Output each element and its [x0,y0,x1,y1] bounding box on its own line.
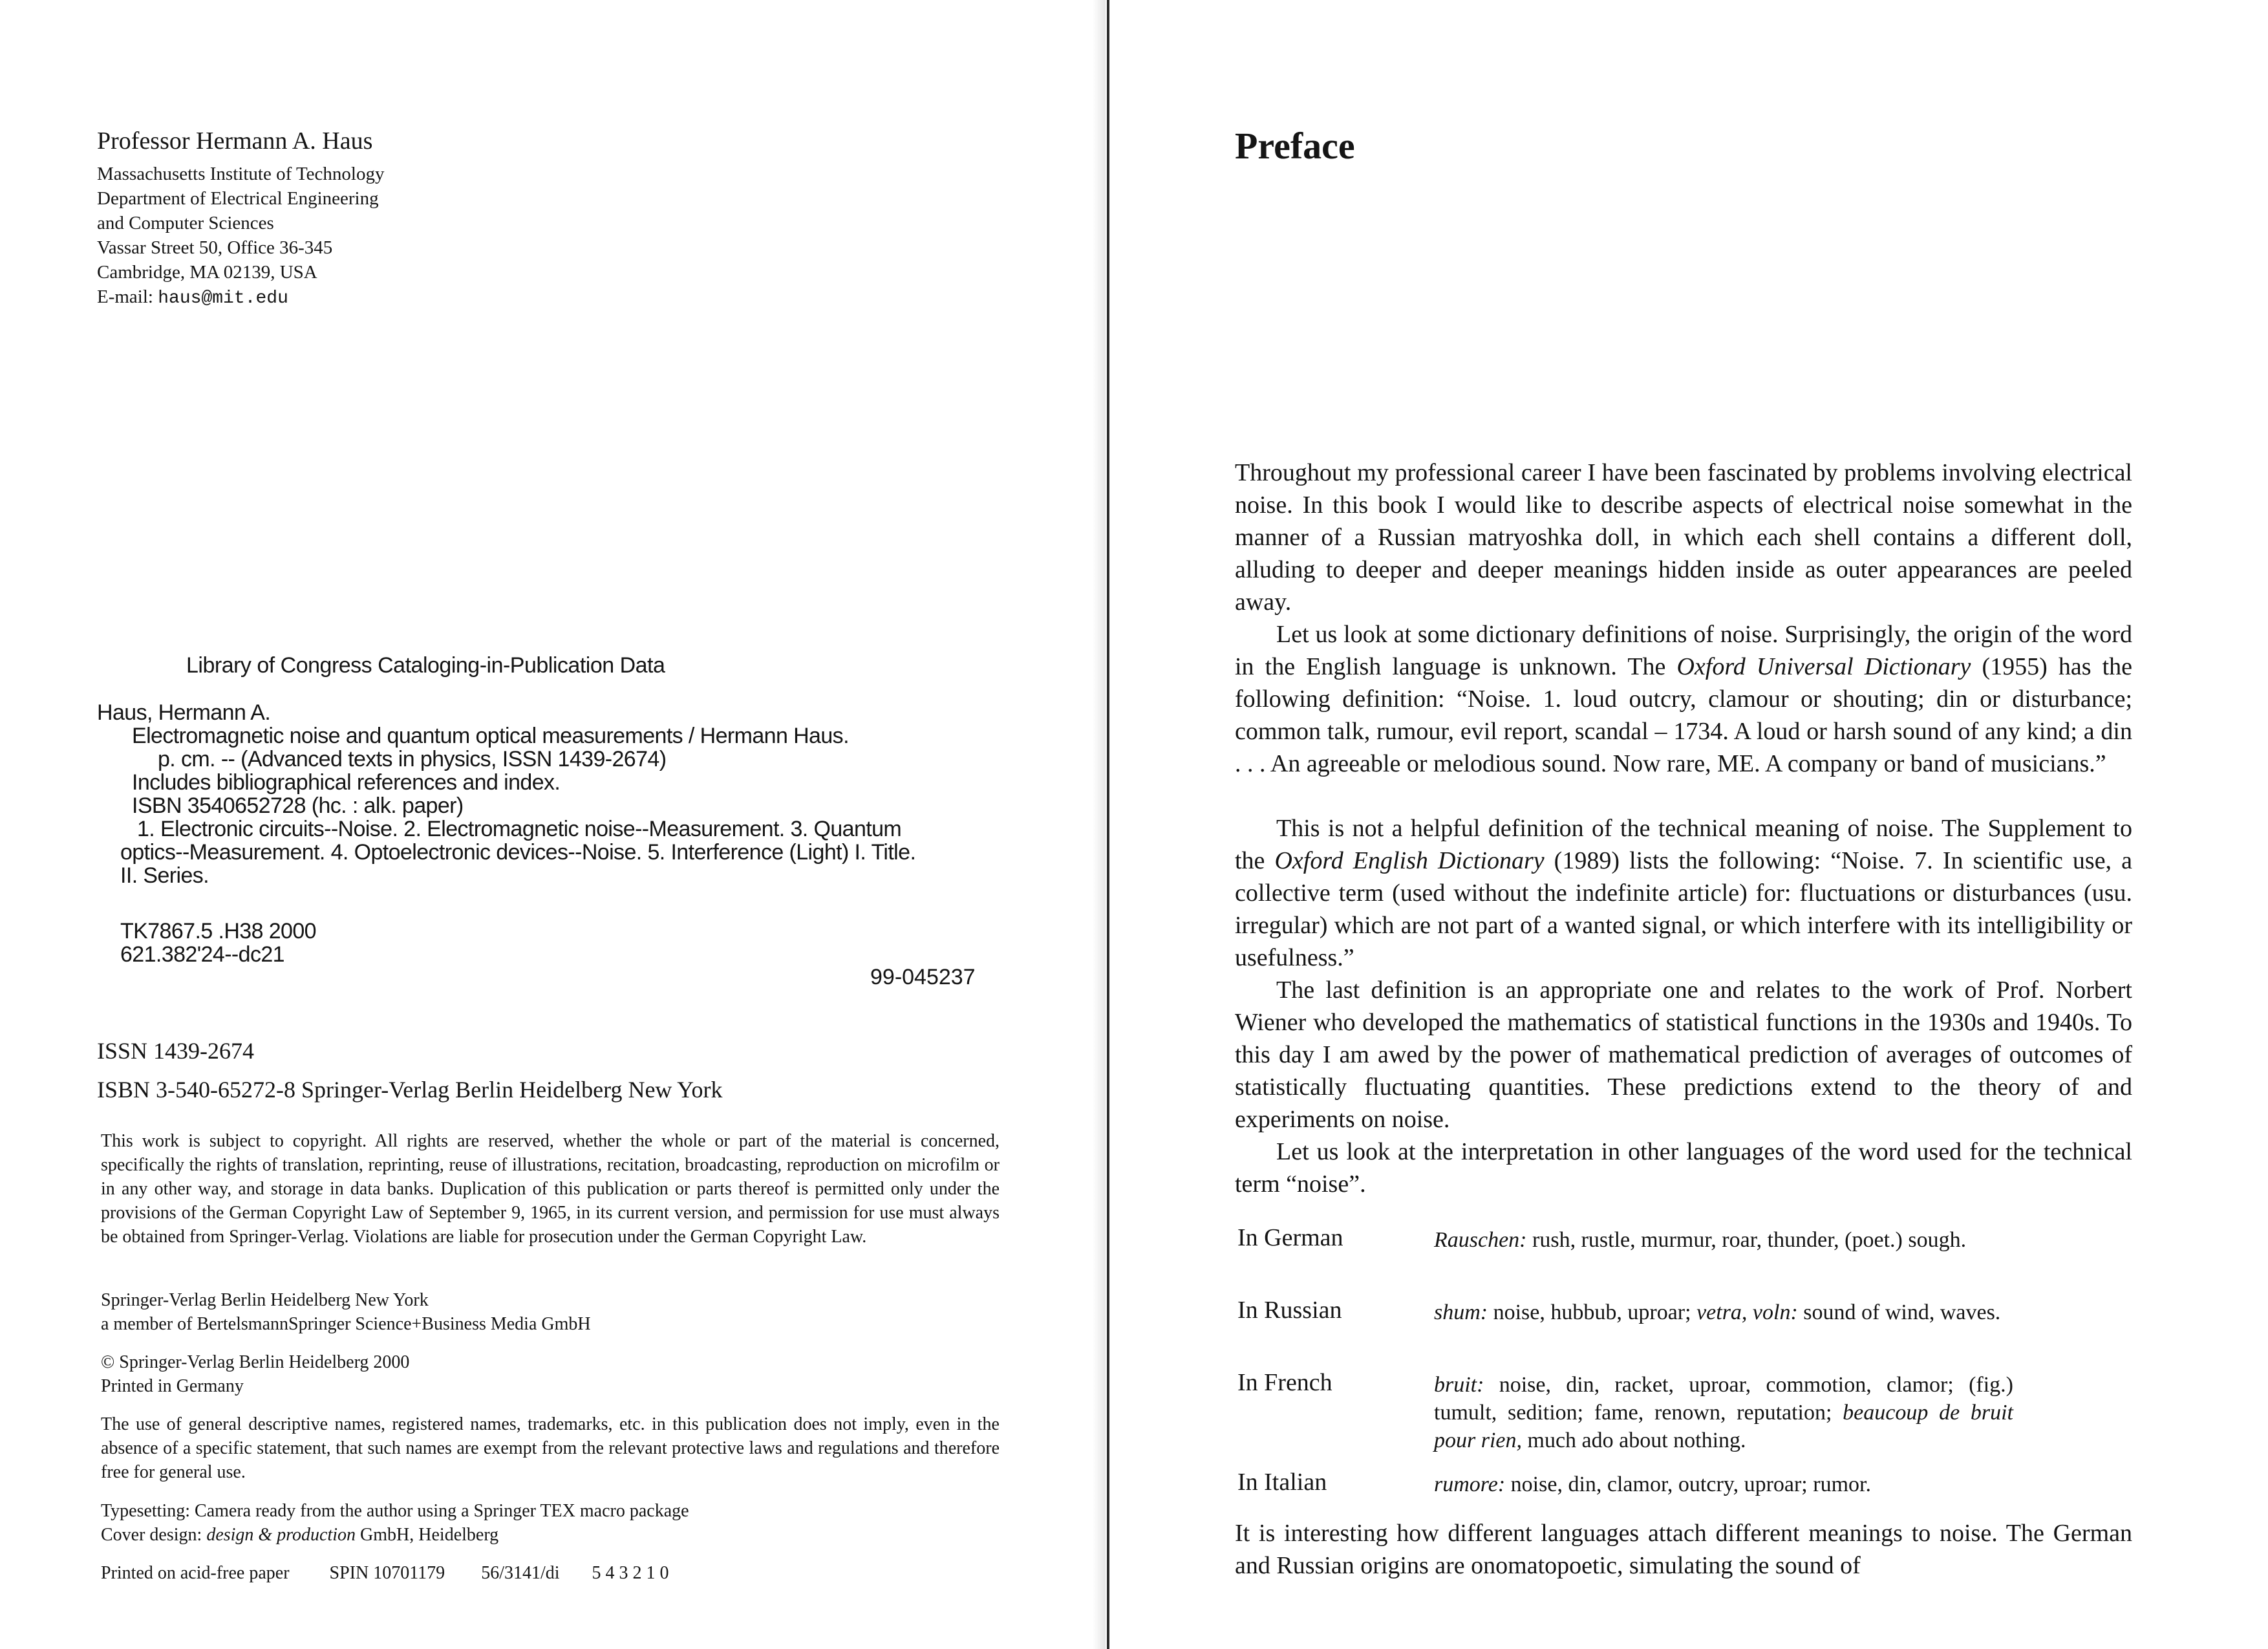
preface-paragraph: Throughout my professional career I have been fascinated by problems involving electrical noise. In this book I would like to describe aspects of electrical noise somewhat in the manner of a Russian matryoshka doll, in which each shell contains a different doll, alluding to deeper and deeper meanings hidden inside as outer appearances are peeled away. [1235,459,2132,616]
language-definition [1434,1471,2013,1498]
dictionary-title: Oxford Universal Dictionary [1676,653,1971,680]
address-line: Cambridge, MA 02139, USA [97,262,317,283]
address-line: Vassar Street 50, Office 36-345 [97,237,333,258]
print-run: 5 4 3 2 1 0 [592,1563,669,1583]
author-name: Professor Hermann A. Haus [97,127,373,155]
preface-title: Preface [1235,125,1355,167]
author-address [97,162,384,311]
language-definition [1434,1226,2013,1254]
publisher-line: Springer-Verlag Berlin Heidelberg New York [101,1290,429,1310]
catalog-author: Haus, Hermann A. [97,700,271,725]
printing-line [101,1561,669,1585]
foreign-word: bruit: [1434,1373,1484,1397]
catalog-series: p. cm. -- (Advanced texts in physics, ISSN 1439-2674) [158,747,667,771]
definition-text: much ado about nothing. [1522,1428,1746,1452]
language-label: In French [1237,1369,1332,1396]
catalog-subjects: II. Series. [120,863,209,888]
catalog-dewey: 621.382'24--dc21 [120,942,284,967]
copyright-info [101,1350,409,1398]
isbn: ISBN 3-540-65272-8 Springer-Verlag Berlin Heidelberg New York [97,1077,723,1103]
issn: ISSN 1439-2674 [97,1038,255,1064]
definition-text: sound of wind, waves. [1797,1300,2001,1324]
catalog-note: Includes bibliographical references and index. [132,770,561,795]
catalog-subjects: 1. Electronic circuits--Noise. 2. Electromagnetic noise--Measurement. 3. Quantum [137,817,902,841]
paragraph-text: This is not a helpful definition of the technical meaning of noise. The Supplement to the [1235,815,2132,874]
dictionary-title: Oxford English Dictionary [1274,847,1545,874]
copyright-page [0,0,1104,1649]
definition-text: noise, hubbub, uproar; [1488,1300,1697,1324]
typesetting-line: Typesetting: Camera ready from the author using a Springer TEX macro package [101,1501,689,1521]
preface-paragraph: It is interesting how different languages attach different meanings to noise. The German and Russian origins are onomatopoetic, simulating the sound of [1235,1520,2132,1579]
language-label: In Italian [1237,1469,1327,1496]
email-label: E-mail: [97,286,153,307]
copyright-line: © Springer-Verlag Berlin Heidelberg 2000 [101,1352,410,1372]
catalog-classification: TK7867.5 .H38 2000 [120,919,316,943]
publisher-line: a member of BertelsmannSpringer Science+Business Media GmbH [101,1314,591,1334]
paragraph-text: (1955) has the following definition: “Noise. 1. loud outcry, clamour or shouting; din or disturbance; common talk, rumour, evil report, scandal – 1734. A loud or harsh sound of any kind; a din . . . An agreeable or melodious sound. Now rare, ME. A company or band of musicians.” [1235,653,2133,777]
preface-paragraph: Let us look at the interpretation in other languages of the word used for the technical term “noise”. [1235,1138,2132,1198]
foreign-word: shum: [1434,1300,1488,1324]
address-line: Massachusetts Institute of Technology [97,164,385,184]
language-label: In German [1237,1224,1343,1251]
spin-number: SPIN 10701179 [329,1563,445,1583]
cover-design-line [101,1523,689,1547]
language-definition [1434,1371,2013,1454]
publisher-info [101,1288,591,1336]
definition-text: noise, din, clamor, outcry, uproar; rumor. [1505,1472,1871,1496]
paragraph-text: (1989) lists the following: “Noise. 7. In scientific use, a collective term (used without the indefinite article) for: fluctuations or disturbances (usu. irregular) which are not part of a wanted signal, or which interfere with its intelligibility or usefulness.” [1235,847,2132,971]
email-line [97,285,384,311]
address-line: Department of Electrical Engineering [97,188,379,209]
definition-text: noise, din, racket, uproar, commotion, clamor; (fig.) tumult, sedition; fame, renown, reputation; [1434,1373,2013,1425]
email-address: haus@mit.edu [158,288,288,308]
catalog-subjects: optics--Measurement. 4. Optoelectronic devices--Noise. 5. Interference (Light) I. Title. [120,840,916,865]
language-label: In Russian [1237,1297,1342,1324]
paragraph-text: Let us look at some dictionary definitions of noise. Surprisingly, the origin of the word in the English language is unknown. The [1235,621,2132,680]
printer-code: 56/3141/di [481,1563,560,1583]
trademark-notice: The use of general descriptive names, registered names, trademarks, etc. in this publication does not imply, even in the absence of a specific statement, that such names are exempt from the relevant protective laws and regulations and therefore free for general use. [101,1414,1000,1482]
cover-rest: GmbH, Heidelberg [360,1525,499,1545]
foreign-word: rumore: [1434,1472,1506,1496]
preface-paragraph [1235,618,2132,780]
cover-label: Cover design: [101,1525,202,1545]
copyright-line: Printed in Germany [101,1376,244,1396]
catalog-title: Electromagnetic noise and quantum optical measurements / Hermann Haus. [132,724,849,748]
definition-text: rush, rustle, murmur, roar, thunder, (poet.) sough. [1526,1228,1967,1252]
cover-designer: design & production [206,1525,356,1545]
language-definition [1434,1299,2013,1326]
book-gutter [1107,0,1109,1649]
address-line: and Computer Sciences [97,213,274,233]
foreign-word: beaucoup de bruit pour rien, [1434,1401,2013,1452]
preface-paragraph [1235,812,2132,974]
cataloging-header: Library of Congress Cataloging-in-Publication Data [186,653,665,678]
copyright-notice: This work is subject to copyright. All rights are reserved, whether the whole or part of the material is concerned, specifically the rights of translation, reprinting, reuse of illustrations, recitation, broadcasting, reproduction on microfilm or in any other way, and storage in data banks. Duplication of this publication or parts thereof is permitted only under the provisions of the German Copyright Law of September 9, 1965, in its current version, and permission for use must always be obtained from Springer-Verlag. Violations are liable for prosecution under the German Copyright Law. [101,1131,1000,1247]
gutter-shadow [1093,0,1106,1649]
production-info [101,1499,689,1547]
paper-note: Printed on acid-free paper [101,1563,290,1583]
catalog-number: 99-045237 [870,965,976,989]
catalog-isbn: ISBN 3540652728 (hc. : alk. paper) [132,793,464,818]
foreign-word: Rauschen: [1434,1228,1527,1252]
preface-paragraph: The last definition is an appropriate one and relates to the work of Prof. Norbert Wiener who developed the mathematics of statistical functions in the 1930s and 1940s. To this day I am awed by the power of mathematical prediction of averages of outcomes of statistically fluctuating quantities. These predictions extend to the theory of and experiments on noise. [1235,976,2132,1133]
foreign-word: vetra, voln: [1696,1300,1798,1324]
